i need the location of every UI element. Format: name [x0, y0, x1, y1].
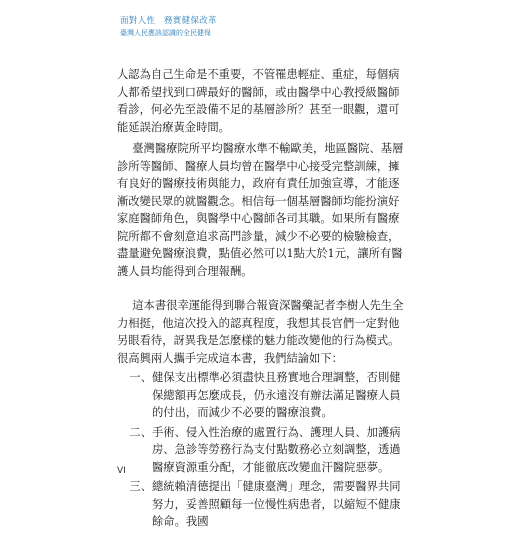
running-header-subtitle: 臺灣人民應該認識的全民健保: [120, 29, 211, 37]
body-text: [117, 66, 404, 533]
running-header-title: 面對人性 務實健保改革: [120, 16, 217, 26]
conclusion-list: [117, 369, 404, 531]
conclusion-text: 總統賴清德提出「健康臺灣」理念，需要醫界共同努力，妥善照顧每一位慢性病患者，以縮短不健康餘命。我國: [152, 480, 401, 528]
paragraph-medical-quality: 臺灣醫療院所平均醫療水準不輸歐美，地區醫院、基層診所等醫師、醫療人員均曾在醫學中心接受完整訓練，擁有良好的醫療技術與能力，政府有責任加強宣導，才能逐漸改變民眾的就醫觀念。相信每一個基層醫師均能扮演好家庭醫師角色，與醫學中心醫師各司其職。如果所有醫療院所都不會刻意追求高門診量，減少不必要的檢驗檢查，盡量避免醫療浪費，點值必然可以1點大於1元，讓所有醫護人員均能得到合理報酬。: [117, 142, 404, 278]
paragraph-acknowledgement: 這本書很幸運能得到聯合報資深醫藥記者李樹人先生全力相挺，他這次投入的認真程度，我想其長官們一定對他另眼看待，訝異我是怎麼樣的魅力能改變他的行為模式。很高興兩人攜手完成這本書，我們結論如下：: [117, 299, 404, 365]
conclusion-number: 一、: [129, 371, 152, 384]
conclusion-item: [117, 424, 404, 477]
page-number: VI: [117, 466, 126, 476]
conclusion-text: 手術、侵入性治療的處置行為、護理人員、加護病房、急診等勞務行為支付點數務必立刻調整，透過醫療資源重分配，才能徹底改變血汗醫院惡夢。: [152, 425, 401, 474]
running-header: [120, 16, 217, 38]
conclusion-number: 三、: [129, 480, 152, 493]
paragraph-continued: 人認為自己生命是不重要，不管罹患輕症、重症，每個病人都希望找到口碑最好的醫師，或由醫學中心教授級醫師看診，何必先至設備不足的基層診所？甚至一眼觀，還可能延誤治療黃金時間。: [117, 68, 400, 134]
conclusion-item: [117, 478, 404, 531]
conclusion-text: 健保支出標準必須盡快且務實地合理調整，否則健保總額再怎麼成長，仍永遠沒有辦法滿足醫療人員的付出，而減少不必要的醫療浪費。: [152, 371, 401, 419]
conclusion-item: [117, 369, 404, 422]
conclusion-number: 二、: [129, 425, 152, 439]
